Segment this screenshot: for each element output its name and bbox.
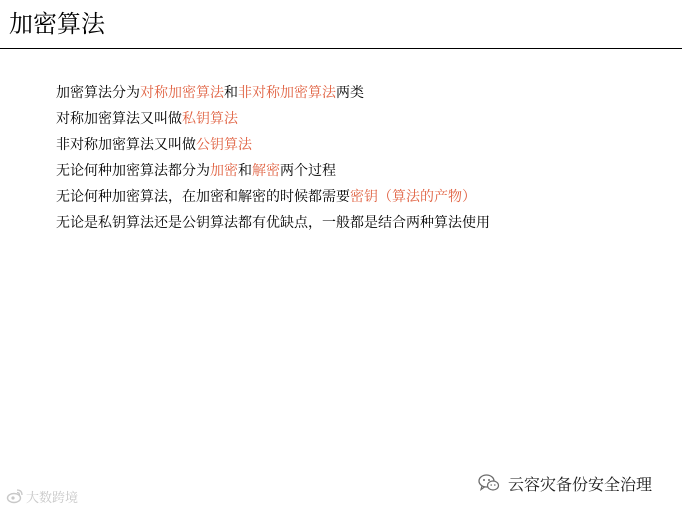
highlighted-term: 对称加密算法 <box>140 85 224 101</box>
bullet-list <box>56 80 490 236</box>
bullet-text: 无论是私钥算法还是公钥算法都有优缺点，一般都是结合两种算法使用 <box>56 215 490 231</box>
bullet-text: 非对称加密算法又叫做 <box>56 137 196 153</box>
watermark-left <box>6 486 78 506</box>
highlighted-term: 加密 <box>210 163 238 179</box>
bullet-line <box>56 80 490 106</box>
slide-title: 加密算法 <box>9 10 105 38</box>
bullet-line <box>56 106 490 132</box>
highlighted-term: 公钥算法 <box>196 137 252 153</box>
watermark-right-text: 云容灾备份安全治理 <box>508 474 653 494</box>
bullet-text: 和 <box>224 85 238 101</box>
bullet-line <box>56 132 490 158</box>
highlighted-term: 私钥算法 <box>182 111 238 127</box>
bullet-text: 加密算法分为 <box>56 85 140 101</box>
bullet-text: 两类 <box>336 85 364 101</box>
watermark-right <box>478 471 652 495</box>
bullet-text: 无论何种加密算法，在加密和解密的时候都需要 <box>56 189 350 205</box>
bullet-text: 和 <box>238 163 252 179</box>
bullet-text: 无论何种加密算法都分为 <box>56 163 210 179</box>
wechat-icon <box>478 473 500 493</box>
weibo-style-logo-icon <box>6 487 24 505</box>
title-divider <box>0 48 682 49</box>
watermark-left-text: 大数跨境 <box>26 490 79 506</box>
bullet-line <box>56 184 490 210</box>
highlighted-term: 解密 <box>252 163 280 179</box>
bullet-line <box>56 210 490 236</box>
highlighted-term: 密钥（算法的产物） <box>350 189 476 205</box>
bullet-text: 两个过程 <box>280 163 336 179</box>
highlighted-term: 非对称加密算法 <box>238 85 336 101</box>
bullet-line <box>56 158 490 184</box>
bullet-text: 对称加密算法又叫做 <box>56 111 182 127</box>
